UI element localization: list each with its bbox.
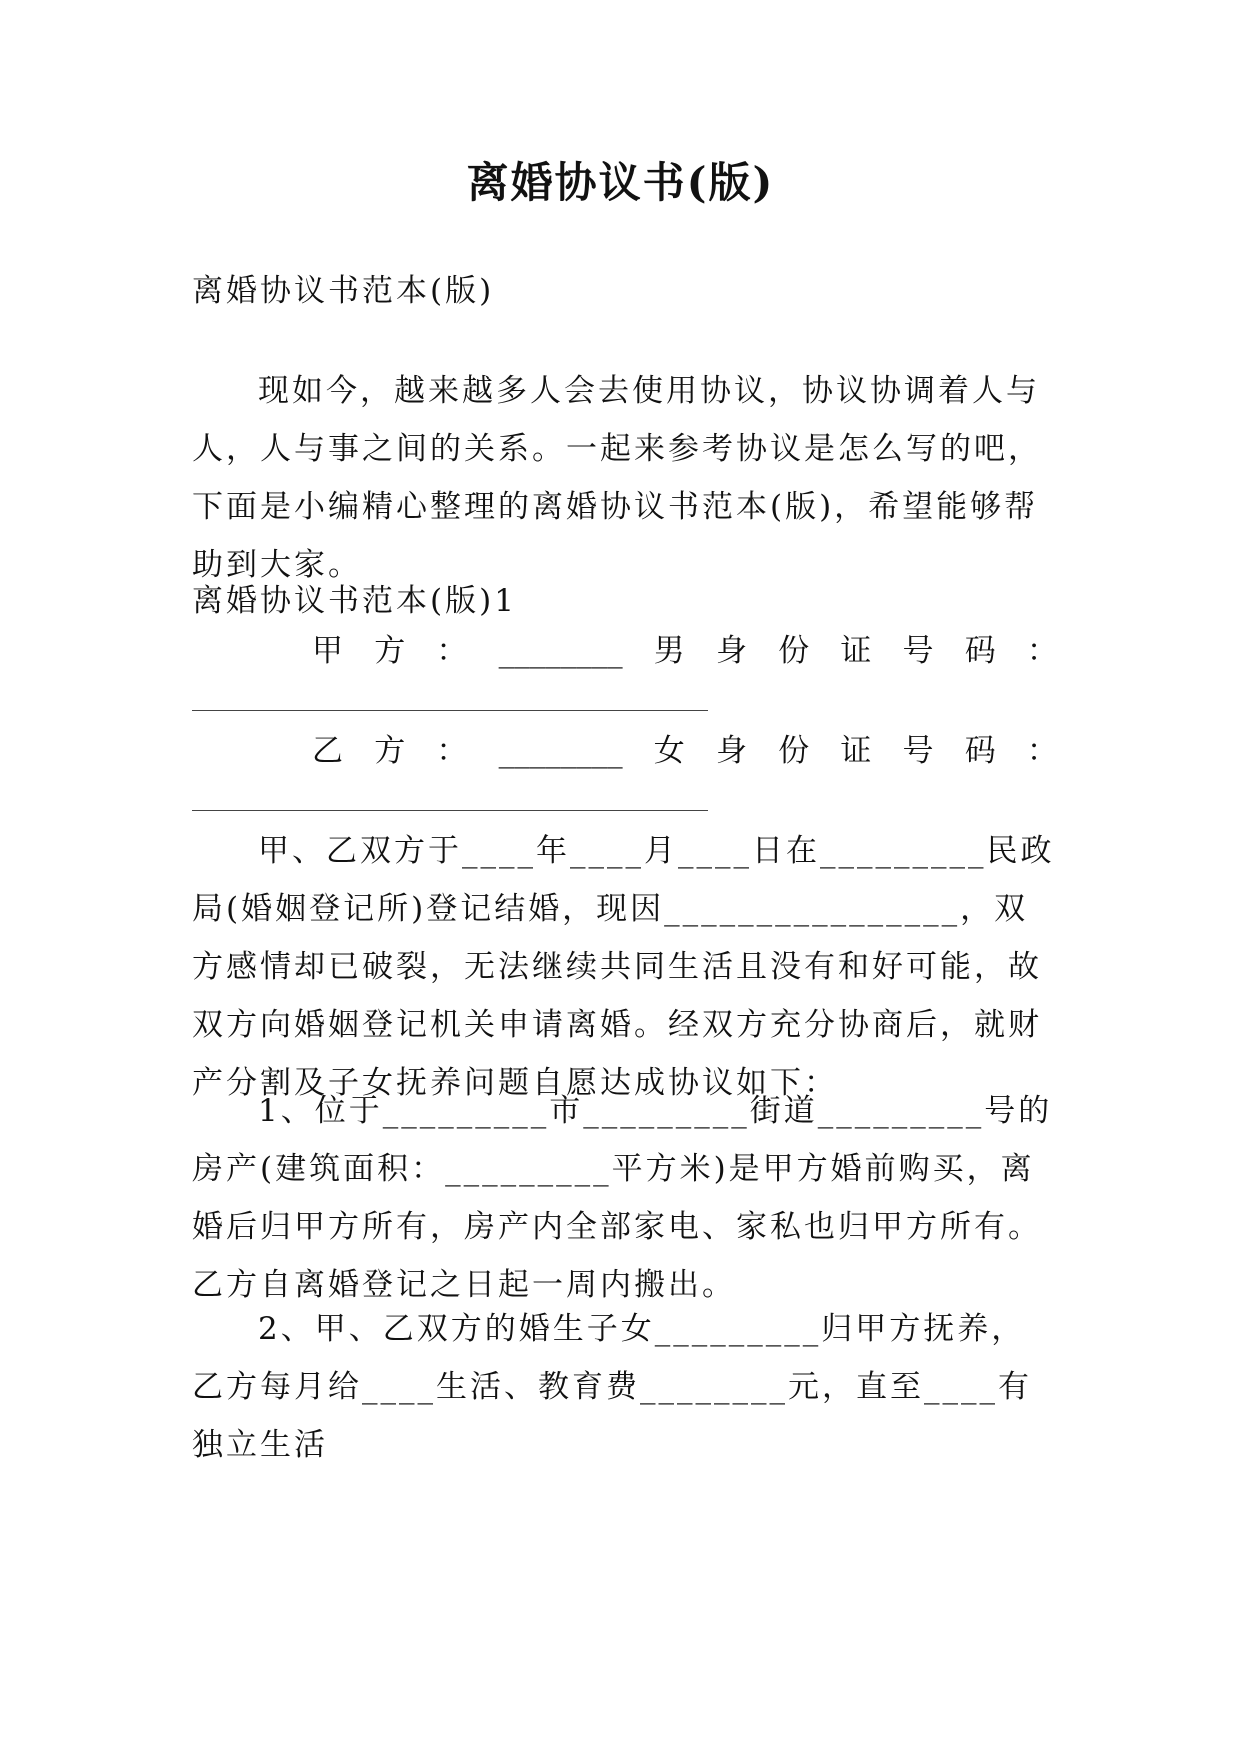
party-a-id-blank [192,710,708,711]
party-a-char: ： [1026,633,1058,669]
party-b-char: 证 [840,733,872,769]
section-heading: 离婚协议书范本(版)1 [192,583,517,619]
party-b-char: 方 [374,733,406,769]
document-title: 离婚协议书(版) [466,158,775,207]
party-a-char: 证 [840,633,872,669]
party-b-char: 女 [653,733,685,769]
party-a-char: 男 [653,633,685,669]
party-a-char: ： [436,633,468,669]
party-b-char: ： [436,733,468,769]
party-a-name-blank: ________ [498,633,623,669]
intro-paragraph: 现如今，越来越多人会去使用协议，协议协调着人与人，人与事之间的关系。一起来参考协议是怎么写的吧，下面是小编精心整理的离婚协议书范本(版)，希望能够帮助到大家。 [192,373,1042,583]
party-b-char: 份 [778,733,810,769]
party-a-char: 甲 [312,633,343,669]
party-b-char: 号 [902,733,934,769]
party-b-name-blank: ________ [498,733,623,769]
party-b-line [192,722,1058,780]
party-b-char: 码 [964,733,996,769]
party-a-char: 方 [374,633,406,669]
party-a-char: 号 [902,633,934,669]
clause-marriage: 甲、乙双方于____年____月____日在_________民政局(婚姻登记所)登记结婚，现因________________，双方感情却已破裂，无法继续共同生活且没有和好可能，故双方向婚姻登记机关申请离婚。经双方充分协商后，就财产分割及子女抚养问题自愿达成协议如下： [192,833,1055,1101]
party-b-char: 身 [715,733,747,769]
clause-1: 1、位于_________市_________街道_________号的房产(建筑面积：_________平方米)是甲方婚前购买，离婚后归甲方所有，房产内全部家电、家私也归甲方所有。乙方自离婚登记之日起一周内搬出。 [192,1093,1053,1303]
party-b-char: 乙 [312,733,343,769]
party-b-char: ： [1026,733,1058,769]
party-a-char: 份 [778,633,810,669]
party-a-char: 身 [715,633,747,669]
document-subtitle: 离婚协议书范本(版) [192,273,495,309]
party-b-id-blank [192,810,708,811]
party-a-line [192,622,1058,680]
clause-2: 2、甲、乙双方的婚生子女_________归甲方抚养，乙方每月给____生活、教育费________元，直至____有独立生活 [192,1311,1032,1463]
party-a-char: 码 [964,633,996,669]
